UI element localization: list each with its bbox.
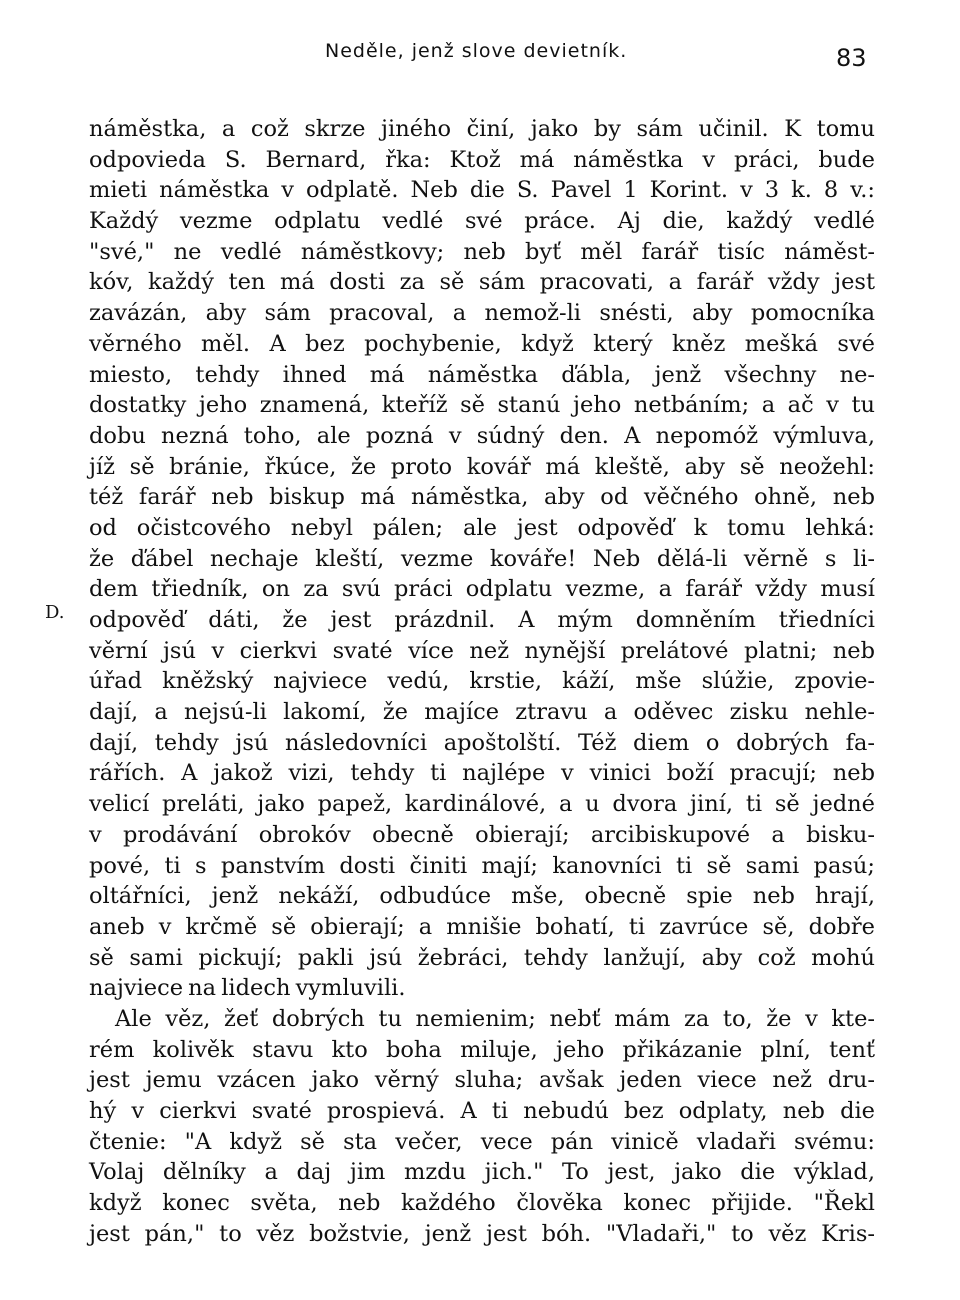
text-line: Každý vezme odplatu vedlé své práce. Aj die, každý vedlé [89,208,875,235]
text-line: rářích. A jakož vizi, tehdy ti najlépe v vinici boží pracují; neb [89,760,875,787]
text-line: miesto, tehdy ihned má náměstka ďábla, jenž všechny ne- [89,361,875,388]
text-line: v prodávání obrokóv obecně obierají; arcibiskupové a bisku- [89,821,875,848]
text-line: hý v cierkvi svaté prospievá. A ti nebudú bez odplaty, neb die [89,1098,875,1124]
text-line: věrného měl. A bez pochybenie, když který kněz mešká své [89,330,875,357]
text-line: když konec světa, neb každého člověka konec přijide. "Řekl [89,1190,875,1217]
text-line: dem třiedník, on za svú práci odplatu vezme, a farář vždy musí [89,576,875,603]
text-line: Volaj dělníky a daj jim mzdu jich." To jest, jako die výklad, [89,1159,875,1186]
text-line: odpověď dáti, že jest prázdnil. A mým domněním třiedníci [89,607,875,633]
text-line: jíž sě bránie, řkúce, že proto kovář má kleště, aby sě neožehl: [89,453,875,480]
page-number: 83 [836,44,867,72]
text-line: od očistcového nebyl pálen; ale jest odpověď k tomu lehká: [89,514,875,541]
text-line: sě sami pickují; pakli jsú žebráci, tehdy lanžují, aby což mohú [89,944,875,971]
text-line: dostatky jeho znamená, kteříž sě stanú jeho netbáním; a ač v tu [89,392,875,419]
text-line: dají, a nejsú-li lakomí, že majíce ztravu a oděvec zisku nehle- [89,699,875,726]
text-line: jest pán," to věz božstvie, jenž jest bóh. "Vladaři," to věz Kris- [89,1220,875,1247]
text-line: rém kolivěk stavu kto boha miluje, jeho přikázanie plní, tenť [89,1036,875,1063]
running-head [0,34,960,74]
text-line: aneb v krčmě sě obierají; a mnišie bohatí, ti zavrúce sě, dobře [89,913,875,940]
text-line: odpovieda S. Bernard, řka: Ktož má náměstka v práci, bude [89,146,875,173]
text-line: čtenie: "A když sě sta večer, vece pán vinicě vladaři svému: [89,1128,875,1155]
text-line: pové, ti s panstvím dosti činiti mají; kanovníci ti sě sami pasú; [89,852,875,879]
text-line: kóv, každý ten má dosti za sě sám pracovati, a farář vždy jest [89,269,875,296]
body-text [89,114,875,1249]
text-line: dají, tehdy jsú následovníci apoštolští. Též diem o dobrých fa- [89,729,875,756]
text-line: najviece na lidech vymluvili. [89,975,406,1002]
margin-note: D. [45,602,65,623]
text-line: úřad kněžský najviece vedú, krstie, káží, mše slúžie, zpovie- [89,668,875,695]
running-title: Neděle, jenž slove devietník. [325,40,628,62]
text-line: "své," ne vedlé náměstkovy; neb byť měl farář tisíc náměst- [89,238,875,265]
text-line: velicí preláti, jako papež, kardinálové, a u dvora jiní, ti sě jedné [89,791,875,818]
text-line: že ďábel nechaje kleští, vezme kováře! Neb dělá-li věrně s li- [89,545,875,572]
text-line: též farář neb biskup má náměstka, aby od věčného ohně, neb [89,484,875,511]
text-line: dobu nezná toho, ale pozná v súdný den. A nepomóž výmluva, [89,422,875,449]
text-line: Ale věz, žeť dobrých tu nemienim; nebť mám za to, že v kte- [115,1005,875,1032]
text-line: oltářníci, jenž nekáží, odbudúce mše, obecně spie neb hrají, [89,883,875,910]
text-line: náměstka, a což skrze jiného činí, jako by sám učinil. K tomu [89,116,875,142]
text-line: věrní jsú v cierkvi svaté více než nynější prelátové platni; neb [89,637,875,664]
text-line: jest jemu vzácen jako věrný sluha; avšak jeden viece než dru- [89,1067,875,1094]
text-line: mieti náměstka v odplatě. Neb die S. Pavel 1 Korint. v 3 k. 8 v.: [89,177,875,204]
text-line: zavázán, aby sám pracoval, a nemož-li snésti, aby pomocníka [89,300,875,327]
